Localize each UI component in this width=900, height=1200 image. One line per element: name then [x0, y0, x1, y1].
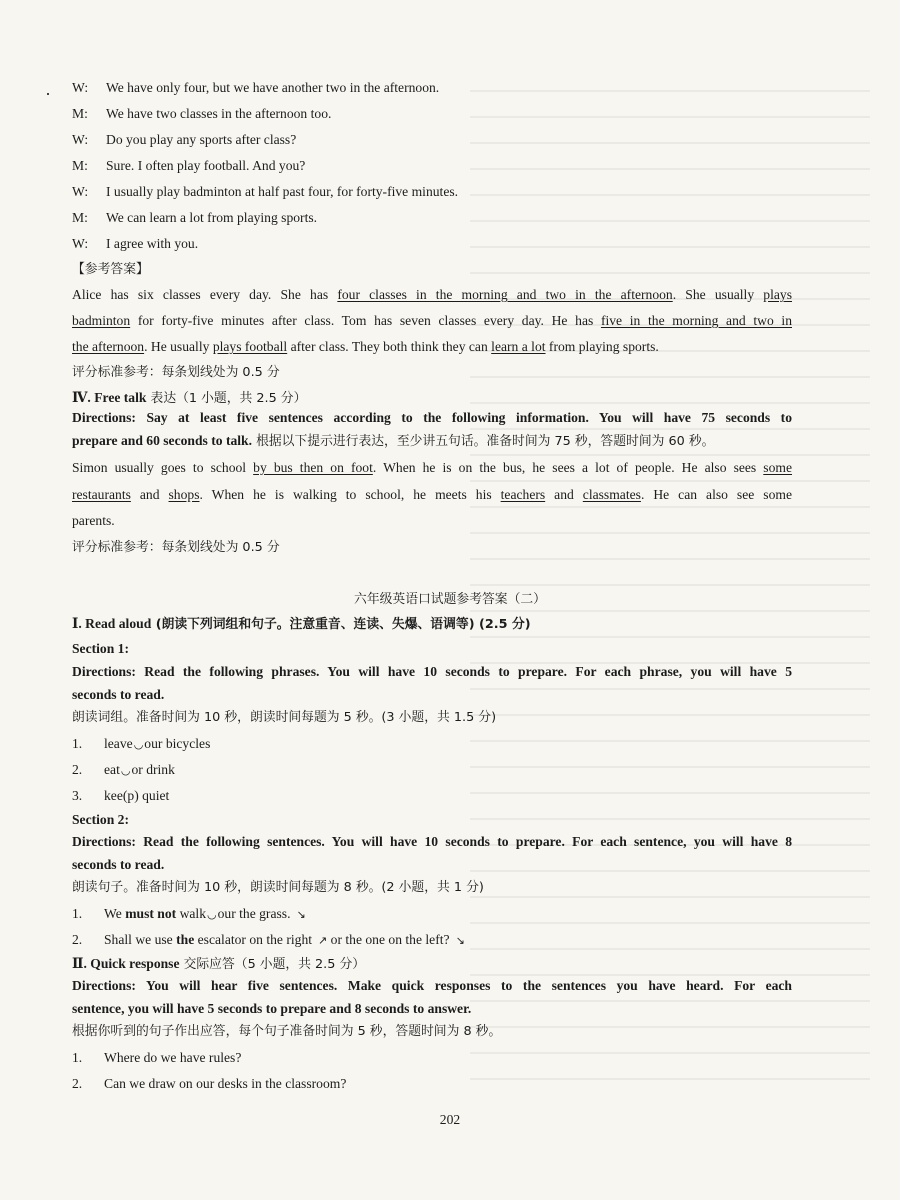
underlined-answer: five in the morning and two in [600, 313, 792, 328]
dialogue-line [72, 78, 792, 98]
page-section-title: 六年级英语口试题参考答案（二） [354, 592, 546, 607]
liaison-mark: ◡ [120, 764, 131, 777]
sentence-item: 2. Shall we use the escalator on the right ↗ or the one on the left? ↘ [72, 932, 465, 947]
section-heading-read-aloud: Ⅰ. Read aloud (朗读下列词组和句子。注意重音、连读、失爆、语调等) (2.5 分) [72, 616, 531, 632]
directions-line: sentence, you will have 5 seconds to prepare and 8 seconds to answer. [72, 1001, 472, 1016]
underlined-answer: restaurants [72, 487, 131, 502]
section-heading-free-talk: Ⅳ. Free talk 表达（1 小题，共 2.5 分） [72, 390, 307, 406]
directions-line: Directions: Say at least five sentences according to the following information. You will have 75 seconds to [72, 410, 792, 425]
page-number: 202 [439, 1112, 461, 1127]
answer-line: Alice has six classes every day. She has four classes in the morning and two in the afternoon. She usually plays [72, 287, 792, 302]
dialogue-text: We have only four, but we have another two in the afternoon. [106, 80, 440, 95]
scoring-note: 评分标准参考：每条划线处为 0.5 分 [72, 540, 280, 555]
falling-intonation-icon: ↘ [455, 934, 465, 947]
speaker-label: M: [72, 158, 88, 173]
speaker-label: W: [72, 236, 89, 251]
dialogue-line [72, 104, 792, 124]
speaker-label: W: [72, 184, 89, 199]
underlined-answer: badminton [72, 313, 131, 328]
section-heading-quick-response: Ⅱ. Quick response 交际应答（5 小题，共 2.5 分） [72, 956, 366, 972]
answer-line: the afternoon. He usually plays football after class. They both think they can learn a lot from playing sports. [72, 339, 659, 354]
underlined-answer: the afternoon [72, 339, 145, 354]
speaker-label: M: [72, 210, 88, 225]
underlined-answer: by bus then on foot [253, 460, 373, 475]
phrase-item: 1. leave◡our bicycles [72, 736, 211, 751]
phrase-item: 3. kee(p) quiet [72, 788, 170, 803]
question-item: 1. Where do we have rules? [72, 1050, 242, 1065]
question-item: 2. Can we draw on our desks in the classroom? [72, 1076, 347, 1091]
dialogue-line [72, 130, 792, 150]
speaker-label: W: [72, 80, 89, 95]
underlined-answer: classmates [582, 487, 641, 502]
prompt-line: restaurants and shops. When he is walking to school, he meets his teachers and classmates. He can also see some [72, 487, 792, 502]
subsection-title: Section 2: [72, 812, 130, 827]
underlined-answer: four classes in the morning and two in the afternoon [337, 287, 673, 302]
falling-intonation-icon: ↘ [296, 908, 306, 921]
dialogue-text: Sure. I often play football. And you? [106, 158, 306, 173]
speaker-label: M: [72, 106, 88, 121]
dialogue-line [72, 156, 792, 176]
dialogue-line [72, 182, 792, 202]
dialogue-text: I agree with you. [106, 236, 199, 251]
speaker-label: W: [72, 132, 89, 147]
dialogue-line [72, 208, 792, 228]
underlined-answer: learn a lot [491, 339, 546, 354]
directions-line: Directions: Read the following sentences. You will have 10 seconds to prepare. For each sentence, you will have 8 [72, 834, 792, 849]
directions-cn: 朗读句子。准备时间为 10 秒，朗读时间每题为 8 秒。(2 小题，共 1 分) [72, 880, 484, 895]
directions-line: Directions: You will hear five sentences. Make quick responses to the sentences you have heard. For each [72, 978, 792, 993]
directions-cn: 根据你听到的句子作出应答，每个句子准备时间为 5 秒，答题时间为 8 秒。 [72, 1024, 502, 1039]
underlined-answer: shops [168, 487, 200, 502]
prompt-line: parents. [72, 513, 115, 528]
dialogue-text: We can learn a lot from playing sports. [106, 210, 318, 225]
directions-line: seconds to read. [72, 687, 165, 702]
answer-line: badminton for forty-five minutes after class. Tom has seven classes every day. He has five in the morning and two in [72, 313, 792, 328]
answer-heading: 【参考答案】 [72, 262, 149, 277]
underlined-answer: plays [763, 287, 792, 302]
dialogue-text: Do you play any sports after class? [106, 132, 297, 147]
prompt-line: Simon usually goes to school by bus then on foot. When he is on the bus, he sees a lot of people. He also sees some [72, 460, 792, 475]
scan-speck [47, 93, 49, 95]
sentence-item: 1. We must not walk◡our the grass. ↘ [72, 906, 306, 921]
directions-cn: 朗读词组。准备时间为 10 秒，朗读时间每题为 5 秒。(3 小题，共 1.5 分) [72, 710, 497, 725]
underlined-answer: some [763, 460, 792, 475]
directions-line: seconds to read. [72, 857, 165, 872]
rising-intonation-icon: ↗ [318, 934, 328, 947]
dialogue-line [72, 234, 792, 254]
underlined-answer: teachers [500, 487, 546, 502]
phrase-item: 2. eat◡or drink [72, 762, 175, 777]
underlined-answer: plays football [212, 339, 288, 354]
directions-line: prepare and 60 seconds to talk. 根据以下提示进行表达，至少讲五句话。准备时间为 75 秒，答题时间为 60 秒。 [72, 433, 715, 449]
liaison-mark: ◡ [207, 908, 217, 921]
dialogue-text: I usually play badminton at half past four, for forty-five minutes. [106, 184, 459, 199]
subsection-title: Section 1: [72, 641, 130, 656]
scoring-note: 评分标准参考：每条划线处为 0.5 分 [72, 365, 280, 380]
liaison-mark: ◡ [133, 738, 144, 751]
directions-line: Directions: Read the following phrases. You will have 10 seconds to prepare. For each phrase, you will have 5 [72, 664, 792, 679]
dialogue-text: We have two classes in the afternoon too. [106, 106, 332, 121]
